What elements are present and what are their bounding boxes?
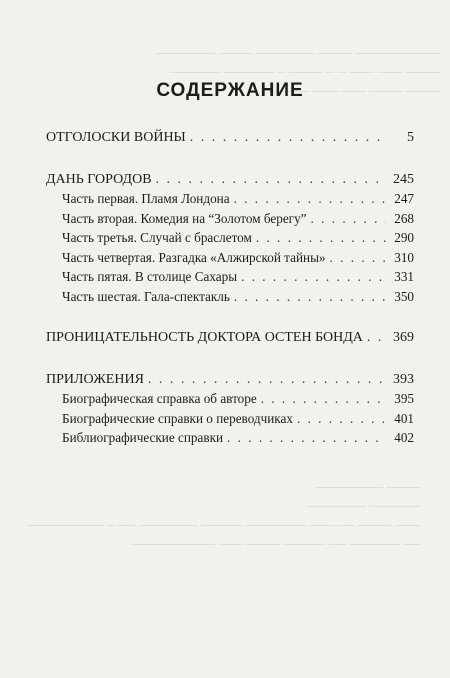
- dot-leader: [234, 189, 386, 209]
- toc-subentry-title: Часть шестая. Гала-спектакль: [62, 288, 230, 304]
- toc-section-entry-title: ПРИЛОЖЕНИЯ: [46, 371, 144, 387]
- toc-section: [46, 370, 414, 448]
- dot-leader: [297, 409, 386, 429]
- toc-subentry-title: Часть пятая. В столице Сахары: [62, 269, 238, 284]
- toc-subentry-title: Библиографические справки: [62, 430, 224, 445]
- toc-subentry: [46, 409, 414, 429]
- dot-leader: [330, 248, 386, 268]
- toc-section: [46, 328, 414, 348]
- toc-section-entry: [46, 128, 414, 148]
- toc-subentry-page-number: 268: [394, 210, 414, 226]
- table-of-contents: [46, 80, 414, 470]
- dot-leader: [261, 389, 386, 409]
- toc-section-entry-title: ПРОНИЦАТЕЛЬНОСТЬ ДОКТОРА ОСТЕН БОНДА: [46, 330, 363, 345]
- toc-section: [46, 128, 414, 148]
- toc-subentry-title: Часть вторая. Комедия на “Золотом берегу”: [62, 210, 307, 226]
- toc-section: [46, 170, 414, 307]
- toc-section-entry-page-number: 393: [393, 371, 414, 387]
- dot-leader: [311, 209, 386, 229]
- toc-subentry-page-number: 350: [394, 288, 414, 304]
- toc-subentry-page-number: 402: [394, 430, 414, 445]
- toc-section-entry-title: ДАНЬ ГОРОДОВ: [46, 171, 152, 187]
- dot-leader: [156, 170, 386, 190]
- dot-leader: [148, 370, 386, 390]
- toc-subentry: [46, 428, 414, 448]
- toc-subentry: [46, 287, 414, 307]
- toc-subentry: [46, 228, 414, 248]
- toc-section-entry: [46, 370, 414, 390]
- toc-subentry-title: Часть первая. Пламя Лондона: [62, 191, 230, 206]
- toc-subentry-page-number: 395: [394, 391, 414, 406]
- bleed-through-text: ────────── ──── ─────── ──── ─────── ──── ─── ─── ─ ─ ──── ─ ────── ────── ──── ──── ─── ─── ─ ───: [155, 46, 440, 98]
- dot-leader: [367, 328, 386, 348]
- dot-leader: [241, 267, 386, 287]
- toc-subentry-title: Часть четвертая. Разгадка «Алжирской тайны»: [62, 249, 326, 265]
- toc-subentry: [46, 248, 414, 268]
- toc-subentry: [46, 189, 414, 209]
- bleed-through-text: ──── ──────── ────── ─────── ─── ──── ── ─── ─────── ───── ─────── ── ─ ───────── ── ────── ── ───── ──── ─── ──────────: [27, 480, 420, 551]
- dot-leader: [190, 128, 386, 148]
- toc-subentry-page-number: 290: [394, 230, 414, 245]
- toc-section-entry-title: ОТГОЛОСКИ ВОЙНЫ: [46, 130, 186, 145]
- dot-leader: [256, 228, 386, 248]
- toc-section-entry: [46, 170, 414, 190]
- toc-subentry-page-number: 401: [394, 410, 414, 426]
- toc-subentry-page-number: 247: [394, 191, 414, 206]
- toc-subentry: [46, 389, 414, 409]
- toc-subentry-title: Часть третья. Случай с браслетом: [62, 230, 252, 245]
- toc-subentry: [46, 267, 414, 287]
- toc-section-entry-page-number: 245: [393, 171, 414, 187]
- dot-leader: [227, 428, 386, 448]
- toc-subentry: [46, 209, 414, 229]
- toc-subentry-title: Биографические справки о переводчиках: [62, 410, 293, 426]
- toc-heading: СОДЕРЖАНИЕ: [156, 80, 304, 101]
- toc-section-entry: [46, 328, 414, 348]
- dot-leader: [234, 287, 386, 307]
- toc-section-entry-page-number: 369: [393, 330, 414, 345]
- toc-subentry-page-number: 331: [394, 269, 414, 284]
- toc-section-entry-page-number: 5: [407, 130, 414, 145]
- toc-subentry-title: Биографическая справка об авторе: [62, 391, 257, 406]
- toc-subentry-page-number: 310: [394, 249, 414, 265]
